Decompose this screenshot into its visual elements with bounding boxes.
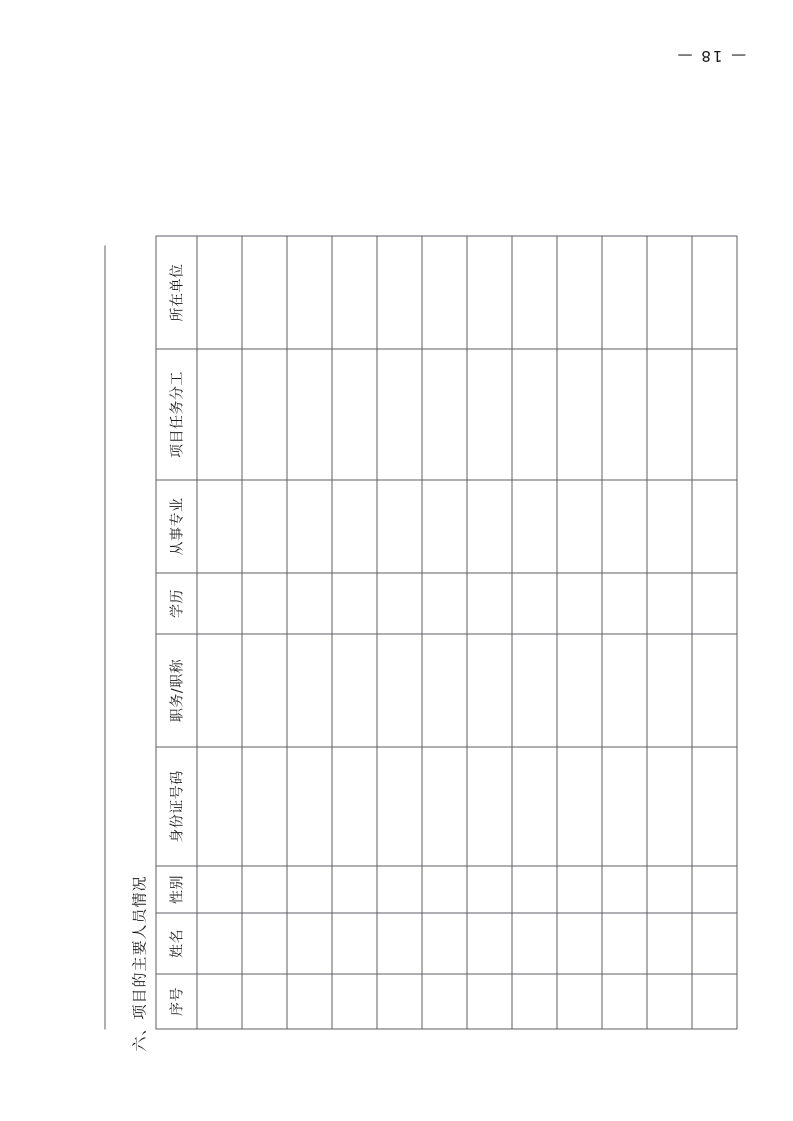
cell-seq[interactable] — [197, 974, 242, 1029]
cell-specialty[interactable] — [422, 480, 467, 573]
table-row — [557, 236, 602, 1029]
cell-education[interactable] — [287, 573, 332, 634]
cell-education[interactable] — [692, 573, 737, 634]
cell-post-title[interactable] — [602, 634, 647, 747]
cell-task-division[interactable] — [467, 349, 512, 480]
cell-sex[interactable] — [287, 866, 332, 913]
frame-rule-top — [104, 245, 105, 1029]
cell-task-division[interactable] — [287, 349, 332, 480]
cell-education[interactable] — [377, 573, 422, 634]
table-row — [422, 236, 467, 1029]
cell-task-division[interactable] — [602, 349, 647, 480]
cell-specialty[interactable] — [467, 480, 512, 573]
cell-task-division[interactable] — [377, 349, 422, 480]
table-row — [242, 236, 287, 1029]
cell-id-number[interactable] — [332, 747, 377, 866]
page-number: — 18 — — [675, 46, 746, 64]
cell-name[interactable] — [287, 913, 332, 974]
cell-education[interactable] — [647, 573, 692, 634]
cell-sex[interactable] — [197, 866, 242, 913]
cell-education[interactable] — [197, 573, 242, 634]
cell-seq[interactable] — [422, 974, 467, 1029]
cell-id-number[interactable] — [287, 747, 332, 866]
cell-post-title[interactable] — [512, 634, 557, 747]
cell-name[interactable] — [467, 913, 512, 974]
cell-unit[interactable] — [557, 236, 602, 349]
cell-specialty[interactable] — [647, 480, 692, 573]
cell-seq[interactable] — [242, 974, 287, 1029]
cell-post-title[interactable] — [242, 634, 287, 747]
section-title: 六、项目的主要人员情况 — [130, 874, 148, 1051]
cell-post-title[interactable] — [287, 634, 332, 747]
cell-sex[interactable] — [242, 866, 287, 913]
cell-id-number[interactable] — [602, 747, 647, 866]
cell-post-title[interactable] — [692, 634, 737, 747]
table-row — [512, 236, 557, 1029]
table-header — [156, 236, 197, 1029]
cell-task-division[interactable] — [422, 349, 467, 480]
cell-sex[interactable] — [557, 866, 602, 913]
cell-post-title[interactable] — [197, 634, 242, 747]
cell-specialty[interactable] — [287, 480, 332, 573]
cell-unit[interactable] — [242, 236, 287, 349]
column-header-unit: 所在单位 — [156, 236, 197, 349]
cell-education[interactable] — [512, 573, 557, 634]
cell-seq[interactable] — [377, 974, 422, 1029]
column-header-sex: 性别 — [156, 866, 197, 913]
cell-unit[interactable] — [467, 236, 512, 349]
cell-unit[interactable] — [602, 236, 647, 349]
personnel-table — [155, 235, 737, 1029]
cell-specialty[interactable] — [242, 480, 287, 573]
cell-name[interactable] — [557, 913, 602, 974]
cell-id-number[interactable] — [512, 747, 557, 866]
cell-specialty[interactable] — [512, 480, 557, 573]
cell-task-division[interactable] — [242, 349, 287, 480]
cell-name[interactable] — [197, 913, 242, 974]
cell-sex[interactable] — [647, 866, 692, 913]
cell-education[interactable] — [332, 573, 377, 634]
cell-sex[interactable] — [602, 866, 647, 913]
cell-sex[interactable] — [467, 866, 512, 913]
cell-unit[interactable] — [647, 236, 692, 349]
cell-post-title[interactable] — [647, 634, 692, 747]
column-header-seq: 序号 — [156, 974, 197, 1029]
table-row — [377, 236, 422, 1029]
column-header-id-number: 身份证号码 — [156, 747, 197, 866]
cell-task-division[interactable] — [197, 349, 242, 480]
cell-id-number[interactable] — [467, 747, 512, 866]
cell-name[interactable] — [647, 913, 692, 974]
cell-unit[interactable] — [422, 236, 467, 349]
cell-sex[interactable] — [377, 866, 422, 913]
cell-id-number[interactable] — [557, 747, 602, 866]
table-row — [467, 236, 512, 1029]
cell-seq[interactable] — [332, 974, 377, 1029]
cell-name[interactable] — [242, 913, 287, 974]
cell-specialty[interactable] — [692, 480, 737, 573]
cell-education[interactable] — [422, 573, 467, 634]
cell-education[interactable] — [557, 573, 602, 634]
cell-id-number[interactable] — [422, 747, 467, 866]
cell-task-division[interactable] — [557, 349, 602, 480]
cell-task-division[interactable] — [512, 349, 557, 480]
column-header-education: 学历 — [156, 573, 197, 634]
cell-specialty[interactable] — [332, 480, 377, 573]
column-header-task-division: 项目任务分工 — [156, 349, 197, 480]
cell-sex[interactable] — [512, 866, 557, 913]
cell-specialty[interactable] — [377, 480, 422, 573]
cell-sex[interactable] — [422, 866, 467, 913]
cell-id-number[interactable] — [692, 747, 737, 866]
cell-name[interactable] — [512, 913, 557, 974]
cell-name[interactable] — [377, 913, 422, 974]
cell-seq[interactable] — [647, 974, 692, 1029]
cell-post-title[interactable] — [557, 634, 602, 747]
cell-seq[interactable] — [467, 974, 512, 1029]
cell-seq[interactable] — [602, 974, 647, 1029]
cell-seq[interactable] — [692, 974, 737, 1029]
cell-unit[interactable] — [512, 236, 557, 349]
table-header-row — [156, 236, 197, 1029]
cell-unit[interactable] — [332, 236, 377, 349]
cell-id-number[interactable] — [197, 747, 242, 866]
personnel-table-wrapper — [155, 235, 737, 1029]
table-row — [197, 236, 242, 1029]
cell-specialty[interactable] — [197, 480, 242, 573]
cell-seq[interactable] — [287, 974, 332, 1029]
cell-unit[interactable] — [197, 236, 242, 349]
column-header-post-title: 职务/职称 — [156, 634, 197, 747]
cell-name[interactable] — [602, 913, 647, 974]
cell-seq[interactable] — [557, 974, 602, 1029]
cell-name[interactable] — [692, 913, 737, 974]
cell-task-division[interactable] — [692, 349, 737, 480]
column-header-specialty: 从事专业 — [156, 480, 197, 573]
cell-education[interactable] — [467, 573, 512, 634]
cell-sex[interactable] — [332, 866, 377, 913]
cell-education[interactable] — [242, 573, 287, 634]
cell-name[interactable] — [422, 913, 467, 974]
cell-post-title[interactable] — [467, 634, 512, 747]
cell-id-number[interactable] — [377, 747, 422, 866]
table-row — [692, 236, 737, 1029]
cell-post-title[interactable] — [332, 634, 377, 747]
cell-name[interactable] — [332, 913, 377, 974]
table-row — [647, 236, 692, 1029]
cell-specialty[interactable] — [557, 480, 602, 573]
cell-unit[interactable] — [377, 236, 422, 349]
cell-education[interactable] — [602, 573, 647, 634]
cell-id-number[interactable] — [242, 747, 287, 866]
cell-task-division[interactable] — [332, 349, 377, 480]
cell-post-title[interactable] — [377, 634, 422, 747]
cell-specialty[interactable] — [602, 480, 647, 573]
cell-task-division[interactable] — [647, 349, 692, 480]
column-header-name: 姓名 — [156, 913, 197, 974]
cell-unit[interactable] — [692, 236, 737, 349]
cell-unit[interactable] — [287, 236, 332, 349]
cell-sex[interactable] — [692, 866, 737, 913]
table-body — [197, 236, 737, 1029]
table-row — [332, 236, 377, 1029]
table-row — [602, 236, 647, 1029]
cell-post-title[interactable] — [422, 634, 467, 747]
table-row — [287, 236, 332, 1029]
cell-id-number[interactable] — [647, 747, 692, 866]
cell-seq[interactable] — [512, 974, 557, 1029]
